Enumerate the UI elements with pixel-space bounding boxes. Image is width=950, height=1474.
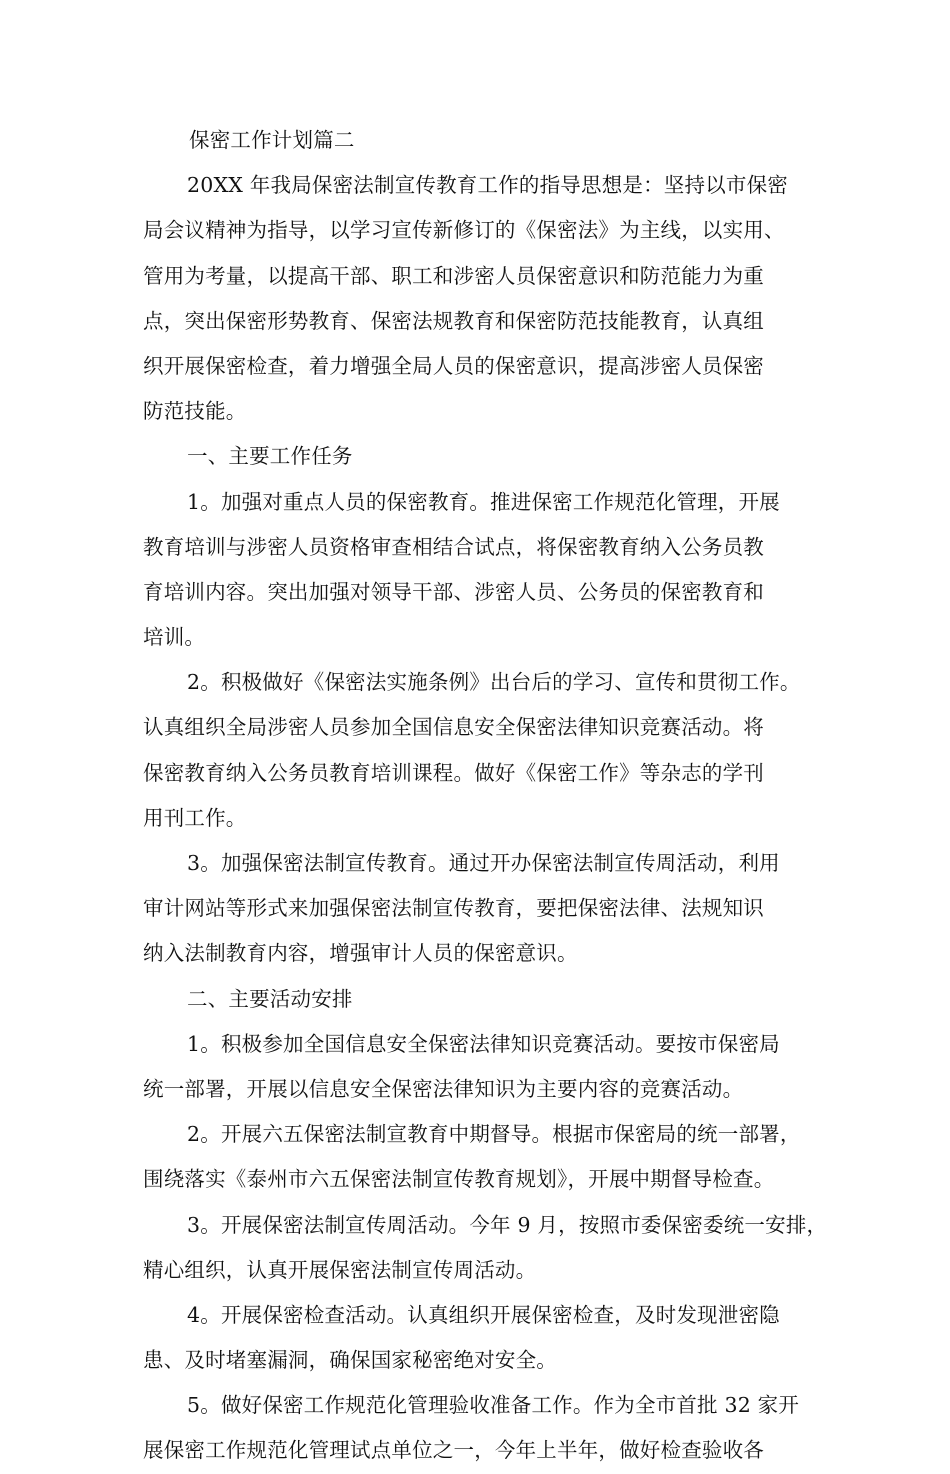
paragraph-line: 2。积极做好《保密法实施条例》出台后的学习、宣传和贯彻工作。 <box>187 670 801 695</box>
section-heading: 二、主要活动安排 <box>187 986 353 1011</box>
paragraph-line: 2。开展六五保密法制宣教育中期督导。根据市保密局的统一部署， <box>187 1122 801 1147</box>
paragraph-line: 教育培训与涉密人员资格审查相结合试点，将保密教育纳入公务员教 <box>143 534 764 559</box>
document-page <box>143 118 828 1474</box>
paragraph-line: 展保密工作规范化管理试点单位之一，今年上半年，做好检查验收各 <box>143 1438 764 1463</box>
paragraph-line: 1。积极参加全国信息安全保密法律知识竞赛活动。要按市保密局 <box>187 1031 780 1056</box>
paragraph-line: 织开展保密检查，着力增强全局人员的保密意识，提高涉密人员保密 <box>143 353 764 378</box>
paragraph-line: 用刊工作。 <box>143 805 247 830</box>
paragraph-line: 审计网站等形式来加强保密法制宣传教育，要把保密法律、法规知识 <box>143 896 764 921</box>
document-title: 保密工作计划篇二 <box>189 128 355 152</box>
paragraph-line: 5。做好保密工作规范化管理验收准备工作。作为全市首批 32 家开 <box>187 1393 800 1418</box>
paragraph-line: 防范技能。 <box>143 399 247 424</box>
paragraph-line: 4。开展保密检查活动。认真组织开展保密检查，及时发现泄密隐 <box>187 1302 780 1327</box>
paragraph-line: 20XX 年我局保密法制宣传教育工作的指导思想是：坚持以市保密 <box>187 173 788 198</box>
paragraph-line: 管用为考量，以提高干部、职工和涉密人员保密意识和防范能力为重 <box>143 263 764 288</box>
paragraph-line: 围绕落实《泰州市六五保密法制宣传教育规划》，开展中期督导检查。 <box>143 1167 775 1192</box>
paragraph-line: 局会议精神为指导，以学习宣传新修订的《保密法》为主线，以实用、 <box>143 218 785 243</box>
paragraph-line: 3。加强保密法制宣传教育。通过开办保密法制宣传周活动，利用 <box>187 851 780 875</box>
paragraph-line: 育培训内容。突出加强对领导干部、涉密人员、公务员的保密教育和 <box>143 579 764 604</box>
paragraph-line: 纳入法制教育内容，增强审计人员的保密意识。 <box>143 941 578 966</box>
paragraph-line: 认真组织全局涉密人员参加全国信息安全保密法律知识竞赛活动。将 <box>143 715 764 740</box>
paragraph-line: 培训。 <box>143 625 206 650</box>
paragraph-line: 精心组织，认真开展保密法制宣传周活动。 <box>143 1257 537 1282</box>
paragraph-line: 患、及时堵塞漏洞，确保国家秘密绝对安全。 <box>143 1348 557 1373</box>
section-heading: 一、主要工作任务 <box>187 444 353 469</box>
paragraph-line: 3。开展保密法制宣传周活动。今年 9 月，按照市委保密委统一安排， <box>187 1212 828 1237</box>
paragraph-line: 1。加强对重点人员的保密教育。推进保密工作规范化管理，开展 <box>187 489 780 514</box>
paragraph-line: 点，突出保密形势教育、保密法规教育和保密防范技能教育，认真组 <box>143 308 764 333</box>
paragraph-line: 保密教育纳入公务员教育培训课程。做好《保密工作》等杂志的学刊 <box>143 760 764 785</box>
paragraph-line: 统一部署，开展以信息安全保密法律知识为主要内容的竞赛活动。 <box>143 1076 744 1101</box>
